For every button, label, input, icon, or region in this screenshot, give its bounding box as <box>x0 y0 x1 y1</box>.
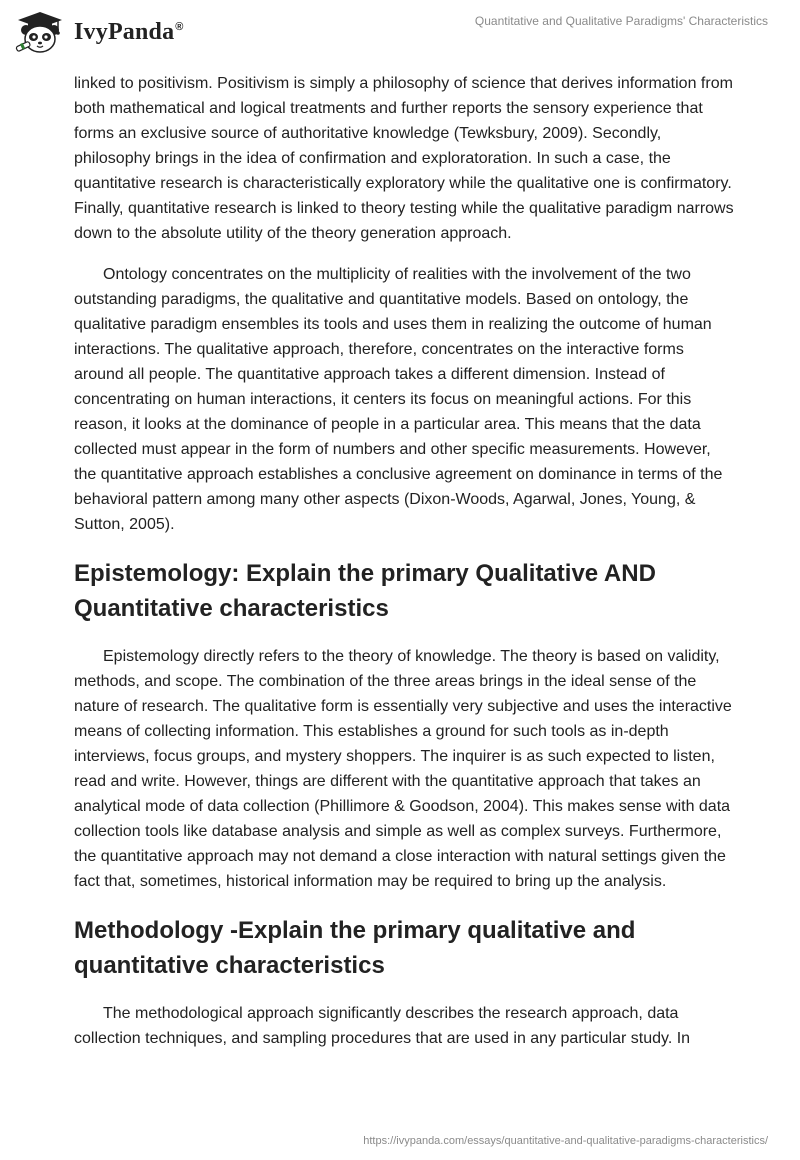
panda-graduate-icon <box>14 10 66 54</box>
heading-epistemology: Epistemology: Explain the primary Qualitative AND Quantitative characteristics <box>74 560 656 622</box>
page-header <box>0 0 800 64</box>
paragraph-ontology: Ontology concentrates on the multiplicity of realities with the involvement of the two outstanding paradigms, the qualitative and quantitative models. Based on ontology, the qualitative paradigm ensembles its tools and uses them in realizing the outcome of human interactions. The qualitative approach, therefore, concentrates on the interactive forms around all people. The quantitative approach takes a different dimension. Instead of concentrating on human interactions, it centers its focus on meaningful actions. For this reason, it looks at the dominance of people in a particular area. This means that the data collected must appear in the form of numbers and other specific measurements. However, the quantitative approach establishes a conclusive agreement on dominance in terms of the behavioral pattern among many other aspects (Dixon-Woods, Agarwal, Jones, Young, & Sutton, 2005). <box>74 266 723 533</box>
paragraph-methodology: The methodological approach significantly describes the research approach, data collection techniques, and sampling procedures that are used in any particular study. In <box>74 1005 691 1047</box>
paragraph-positivism: linked to positivism. Positivism is simply a philosophy of science that derives information from both mathematical and logical treatments and further reports the sensory experience that forms an exclusive source of authoritative knowledge (Tewksbury, 2009). Secondly, philosophy brings in the idea of confirmation and exploratoration. In such a case, the quantitative research is characteristically exploratory while the qualitative one is confirmatory. Finally, quantitative research is linked to theory testing while the qualitative paradigm narrows down to the absolute utility of the theory generation approach. <box>74 75 734 242</box>
document-title: Quantitative and Qualitative Paradigms' Characteristics <box>474 14 768 28</box>
ivypanda-logo[interactable] <box>14 10 184 54</box>
logo-wordmark: IvyPanda® <box>74 18 184 45</box>
source-url[interactable]: https://ivypanda.com/essays/quantitative-and-qualitative-paradigms-characteristics/ <box>363 1135 768 1147</box>
paragraph-epistemology: Epistemology directly refers to the theory of knowledge. The theory is based on validity, methods, and scope. The combination of the three areas brings in the ideal sense of the nature of research. The qualitative form is essentially very subjective and uses the interactive means of collecting information. This establishes a ground for such tools as in-depth interviews, focus groups, and mystery shoppers. The inquirer is as such expected to listen, read and write. However, things are different with the quantitative approach that takes an analytical mode of data collection (Phillimore & Goodson, 2004). This makes sense with data collection tools like database analysis and simple as well as complex surveys. Furthermore, the quantitative approach may not demand a close interaction with natural settings given the fact that, sometimes, historical information may be required to bring up the analysis. <box>74 648 732 890</box>
essay-content <box>74 71 734 1051</box>
heading-methodology: Methodology -Explain the primary qualitative and quantitative characteristics <box>74 917 636 979</box>
